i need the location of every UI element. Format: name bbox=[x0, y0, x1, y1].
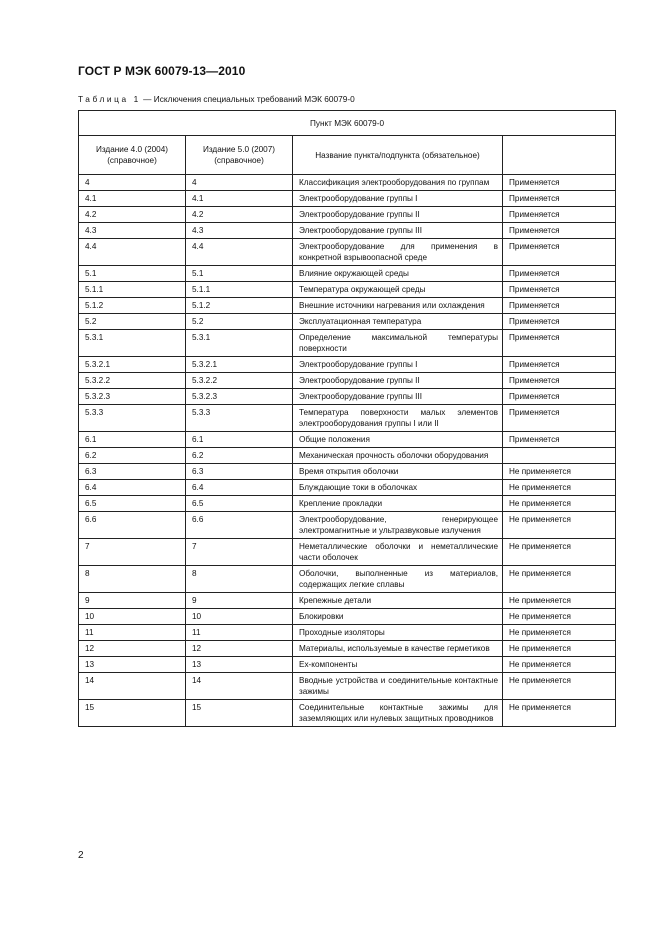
cell-edition-2007: 7 bbox=[186, 539, 293, 566]
cell-edition-2004: 4.4 bbox=[79, 239, 186, 266]
cell-edition-2004: 5.2 bbox=[79, 314, 186, 330]
cell-edition-2007: 5.1 bbox=[186, 266, 293, 282]
cell-clause-name: Материалы, используемые в качестве герметиков bbox=[293, 641, 503, 657]
cell-edition-2004: 6.1 bbox=[79, 432, 186, 448]
cell-edition-2007: 13 bbox=[186, 657, 293, 673]
table-row bbox=[79, 700, 616, 727]
cell-status: Не применяется bbox=[503, 657, 616, 673]
table-row bbox=[79, 239, 616, 266]
column-header-edition-2004: Издание 4.0 (2004) (справочное) bbox=[79, 136, 186, 175]
cell-edition-2007: 15 bbox=[186, 700, 293, 727]
cell-clause-name: Температура поверхности малых элементов электрооборудования группы I или II bbox=[293, 405, 503, 432]
cell-edition-2007: 4.1 bbox=[186, 191, 293, 207]
cell-edition-2007: 11 bbox=[186, 625, 293, 641]
cell-edition-2004: 6.5 bbox=[79, 496, 186, 512]
cell-status: Не применяется bbox=[503, 480, 616, 496]
cell-edition-2004: 4.3 bbox=[79, 223, 186, 239]
cell-status: Применяется bbox=[503, 266, 616, 282]
cell-clause-name: Электрооборудование, генерирующее электромагнитные и ультразвуковые излучения bbox=[293, 512, 503, 539]
table-row bbox=[79, 223, 616, 239]
cell-clause-name: Блокировки bbox=[293, 609, 503, 625]
cell-clause-name: Соединительные контактные зажимы для заземляющих или нулевых защитных проводников bbox=[293, 700, 503, 727]
table-row bbox=[79, 298, 616, 314]
table-row bbox=[79, 673, 616, 700]
exceptions-table-container bbox=[78, 110, 615, 727]
table-row bbox=[79, 175, 616, 191]
cell-status: Не применяется bbox=[503, 641, 616, 657]
cell-edition-2004: 5.1.1 bbox=[79, 282, 186, 298]
cell-edition-2007: 5.3.2.2 bbox=[186, 373, 293, 389]
cell-edition-2004: 5.1 bbox=[79, 266, 186, 282]
cell-edition-2007: 10 bbox=[186, 609, 293, 625]
cell-edition-2004: 4.1 bbox=[79, 191, 186, 207]
cell-status: Не применяется bbox=[503, 496, 616, 512]
table-row bbox=[79, 357, 616, 373]
cell-edition-2004: 8 bbox=[79, 566, 186, 593]
table-row bbox=[79, 512, 616, 539]
table-row bbox=[79, 314, 616, 330]
cell-edition-2007: 6.1 bbox=[186, 432, 293, 448]
cell-status: Применяется bbox=[503, 330, 616, 357]
table-row bbox=[79, 657, 616, 673]
cell-status: Применяется bbox=[503, 373, 616, 389]
cell-clause-name: Эксплуатационная температура bbox=[293, 314, 503, 330]
cell-status: Применяется bbox=[503, 239, 616, 266]
table-row bbox=[79, 539, 616, 566]
cell-edition-2004: 15 bbox=[79, 700, 186, 727]
cell-clause-name: Оболочки, выполненные из материалов, содержащих легкие сплавы bbox=[293, 566, 503, 593]
table-row bbox=[79, 282, 616, 298]
cell-clause-name: Электрооборудование группы III bbox=[293, 223, 503, 239]
table-row bbox=[79, 641, 616, 657]
table-row bbox=[79, 373, 616, 389]
cell-clause-name: Блуждающие токи в оболочках bbox=[293, 480, 503, 496]
table-row bbox=[79, 609, 616, 625]
cell-clause-name: Ex-компоненты bbox=[293, 657, 503, 673]
cell-status: Применяется bbox=[503, 432, 616, 448]
cell-edition-2007: 4.2 bbox=[186, 207, 293, 223]
table-row bbox=[79, 625, 616, 641]
table-caption-label: Таблица 1 bbox=[78, 94, 141, 104]
cell-edition-2004: 6.6 bbox=[79, 512, 186, 539]
cell-clause-name: Неметаллические оболочки и неметаллические части оболочек bbox=[293, 539, 503, 566]
table-row bbox=[79, 389, 616, 405]
cell-status: Не применяется bbox=[503, 609, 616, 625]
cell-clause-name: Классификация электрооборудования по группам bbox=[293, 175, 503, 191]
table-row bbox=[79, 207, 616, 223]
cell-status: Не применяется bbox=[503, 593, 616, 609]
cell-status: Применяется bbox=[503, 282, 616, 298]
cell-edition-2004: 12 bbox=[79, 641, 186, 657]
cell-clause-name: Определение максимальной температуры поверхности bbox=[293, 330, 503, 357]
group-header: Пункт МЭК 60079-0 bbox=[79, 111, 616, 136]
cell-clause-name: Внешние источники нагревания или охлаждения bbox=[293, 298, 503, 314]
document-title: ГОСТ Р МЭК 60079-13—2010 bbox=[78, 64, 246, 78]
cell-edition-2007: 5.2 bbox=[186, 314, 293, 330]
cell-edition-2007: 12 bbox=[186, 641, 293, 657]
cell-edition-2004: 9 bbox=[79, 593, 186, 609]
cell-status: Применяется bbox=[503, 175, 616, 191]
cell-edition-2007: 5.3.2.1 bbox=[186, 357, 293, 373]
cell-edition-2004: 5.3.2.3 bbox=[79, 389, 186, 405]
cell-edition-2007: 5.1.2 bbox=[186, 298, 293, 314]
cell-edition-2004: 11 bbox=[79, 625, 186, 641]
exceptions-table bbox=[78, 110, 616, 727]
cell-edition-2007: 4 bbox=[186, 175, 293, 191]
table-row bbox=[79, 480, 616, 496]
cell-status bbox=[503, 448, 616, 464]
cell-clause-name: Крепление прокладки bbox=[293, 496, 503, 512]
table-caption-text: — Исключения специальных требований МЭК 60079-0 bbox=[140, 94, 355, 104]
cell-status: Применяется bbox=[503, 207, 616, 223]
cell-clause-name: Электрооборудование для применения в конкретной взрывоопасной среде bbox=[293, 239, 503, 266]
cell-status: Применяется bbox=[503, 314, 616, 330]
cell-status: Не применяется bbox=[503, 625, 616, 641]
cell-clause-name: Время открытия оболочки bbox=[293, 464, 503, 480]
cell-edition-2004: 5.3.3 bbox=[79, 405, 186, 432]
cell-edition-2004: 10 bbox=[79, 609, 186, 625]
cell-edition-2004: 13 bbox=[79, 657, 186, 673]
cell-clause-name: Электрооборудование группы III bbox=[293, 389, 503, 405]
cell-status: Не применяется bbox=[503, 673, 616, 700]
cell-edition-2007: 4.3 bbox=[186, 223, 293, 239]
table-row bbox=[79, 191, 616, 207]
cell-edition-2004: 5.3.2.1 bbox=[79, 357, 186, 373]
cell-clause-name: Температура окружающей среды bbox=[293, 282, 503, 298]
cell-clause-name: Крепежные детали bbox=[293, 593, 503, 609]
cell-edition-2007: 6.4 bbox=[186, 480, 293, 496]
cell-edition-2004: 6.2 bbox=[79, 448, 186, 464]
cell-status: Не применяется bbox=[503, 700, 616, 727]
cell-status: Не применяется bbox=[503, 464, 616, 480]
cell-status: Не применяется bbox=[503, 512, 616, 539]
cell-edition-2004: 5.3.1 bbox=[79, 330, 186, 357]
cell-edition-2007: 8 bbox=[186, 566, 293, 593]
cell-edition-2004: 7 bbox=[79, 539, 186, 566]
cell-edition-2004: 4.2 bbox=[79, 207, 186, 223]
cell-status: Применяется bbox=[503, 357, 616, 373]
cell-edition-2007: 5.3.1 bbox=[186, 330, 293, 357]
table-row bbox=[79, 405, 616, 432]
table-row bbox=[79, 566, 616, 593]
table-row bbox=[79, 496, 616, 512]
table-column-header-row bbox=[79, 136, 616, 175]
cell-edition-2007: 6.5 bbox=[186, 496, 293, 512]
table-row bbox=[79, 464, 616, 480]
cell-clause-name: Механическая прочность оболочки оборудования bbox=[293, 448, 503, 464]
cell-clause-name: Общие положения bbox=[293, 432, 503, 448]
cell-edition-2004: 4 bbox=[79, 175, 186, 191]
cell-clause-name: Электрооборудование группы I bbox=[293, 357, 503, 373]
cell-status: Применяется bbox=[503, 389, 616, 405]
table-row bbox=[79, 266, 616, 282]
cell-status: Не применяется bbox=[503, 566, 616, 593]
cell-edition-2007: 5.3.3 bbox=[186, 405, 293, 432]
table-body bbox=[79, 175, 616, 727]
cell-status: Применяется bbox=[503, 191, 616, 207]
cell-edition-2007: 6.2 bbox=[186, 448, 293, 464]
cell-clause-name: Электрооборудование группы II bbox=[293, 373, 503, 389]
table-row bbox=[79, 330, 616, 357]
cell-status: Применяется bbox=[503, 405, 616, 432]
cell-clause-name: Вводные устройства и соединительные контактные зажимы bbox=[293, 673, 503, 700]
cell-clause-name: Электрооборудование группы I bbox=[293, 191, 503, 207]
cell-edition-2007: 9 bbox=[186, 593, 293, 609]
cell-edition-2007: 6.6 bbox=[186, 512, 293, 539]
cell-edition-2004: 14 bbox=[79, 673, 186, 700]
column-header-clause-name: Название пункта/подпункта (обязательное) bbox=[293, 136, 503, 175]
table-group-header-row bbox=[79, 111, 616, 136]
cell-edition-2004: 5.3.2.2 bbox=[79, 373, 186, 389]
cell-edition-2007: 6.3 bbox=[186, 464, 293, 480]
cell-status: Применяется bbox=[503, 223, 616, 239]
table-caption bbox=[78, 94, 355, 104]
cell-edition-2004: 6.3 bbox=[79, 464, 186, 480]
page-number: 2 bbox=[78, 850, 84, 861]
cell-edition-2007: 5.3.2.3 bbox=[186, 389, 293, 405]
table-row bbox=[79, 432, 616, 448]
table-row bbox=[79, 593, 616, 609]
cell-status: Не применяется bbox=[503, 539, 616, 566]
cell-clause-name: Влияние окружающей среды bbox=[293, 266, 503, 282]
cell-edition-2007: 4.4 bbox=[186, 239, 293, 266]
cell-edition-2007: 14 bbox=[186, 673, 293, 700]
cell-edition-2004: 5.1.2 bbox=[79, 298, 186, 314]
cell-clause-name: Проходные изоляторы bbox=[293, 625, 503, 641]
column-header-edition-2007: Издание 5.0 (2007) (справочное) bbox=[186, 136, 293, 175]
cell-edition-2007: 5.1.1 bbox=[186, 282, 293, 298]
cell-clause-name: Электрооборудование группы II bbox=[293, 207, 503, 223]
column-header-status bbox=[503, 136, 616, 175]
cell-edition-2004: 6.4 bbox=[79, 480, 186, 496]
table-row bbox=[79, 448, 616, 464]
cell-status: Применяется bbox=[503, 298, 616, 314]
